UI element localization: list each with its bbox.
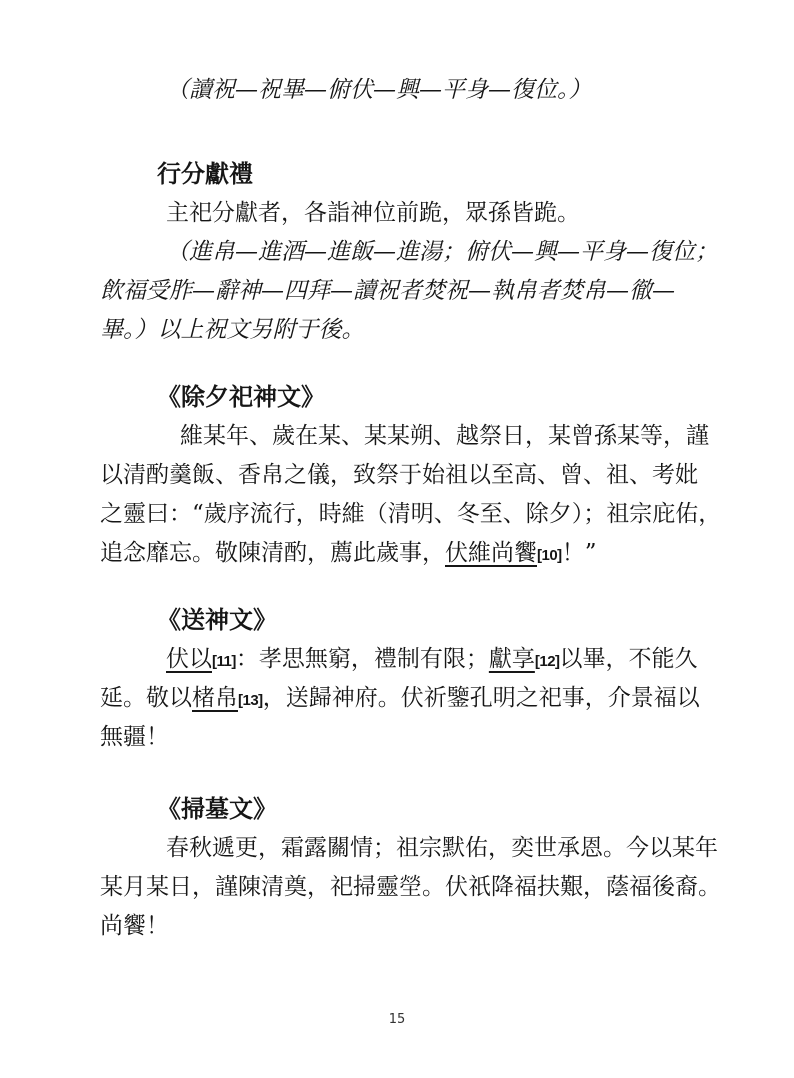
section	[100, 378, 722, 573]
text-segment: 延。敬以	[100, 685, 192, 711]
text-segment: 以畢，不能久	[559, 646, 698, 672]
page-number: 15	[388, 1012, 406, 1027]
underlined-term: 伏以	[166, 646, 212, 672]
text-line	[100, 233, 718, 272]
section	[100, 155, 718, 350]
text-line	[100, 495, 722, 534]
text-line	[100, 679, 700, 718]
text-segment: 畢。）以上祝文另附于後。	[100, 317, 365, 343]
text-segment: （讀祝—祝畢—俯伏—興—平身—復位。）	[166, 77, 592, 103]
text-segment: 主祀分獻者，各詣神位前跪，眾孫皆跪。	[166, 200, 580, 226]
text-segment: 尚饗！	[100, 913, 169, 939]
text-segment: 維某年、歲在某、某某朔、越祭日，某曾孫某等，謹	[180, 423, 709, 449]
text-segment: 飲福受胙—辭神—四拜—讀祝者焚祝—執帛者焚帛—徹—	[100, 278, 675, 304]
section	[100, 601, 700, 757]
text-segment: 無疆！	[100, 724, 169, 750]
footnote-marker: [13]	[238, 692, 263, 709]
text-line	[100, 417, 709, 456]
footnote-marker: [11]	[212, 653, 236, 670]
text-line	[100, 907, 690, 946]
text-segment: ：孝思無窮，禮制有限；	[235, 646, 489, 672]
section-heading: 《送神文》	[157, 606, 277, 634]
section	[100, 790, 721, 946]
text-line	[100, 456, 698, 495]
footnote-marker: [10]	[537, 547, 562, 564]
document-content	[100, 0, 722, 946]
text-segment: 某月某日，謹陳清奠，祀掃靈塋。伏祇降福扶艱，蔭福後裔。	[100, 874, 721, 900]
underlined-term: 獻享	[488, 646, 535, 672]
text-line	[100, 868, 721, 907]
text-line	[100, 311, 690, 350]
text-line	[100, 272, 690, 311]
underlined-term: 楮帛	[192, 685, 238, 711]
text-segment: 追念靡忘。敬陳清酌，薦此歲事，	[100, 540, 445, 566]
text-segment: ，送歸神府。伏祈鑒孔明之祀事，介景福以	[262, 685, 700, 711]
text-line	[100, 194, 690, 233]
underlined-term: 伏維尚饗	[445, 540, 537, 566]
text-segment: 春秋遞更，霜露關情；祖宗默佑，奕世承恩。今以某年	[166, 835, 718, 861]
text-line	[100, 71, 690, 110]
footnote-marker: [12]	[534, 653, 560, 670]
section-heading: 行分獻禮	[157, 160, 253, 188]
section-heading: 《掃墓文》	[157, 795, 277, 823]
text-segment: ！”	[561, 540, 597, 566]
section-heading: 《除夕祀神文》	[157, 383, 325, 411]
text-segment: 之靈曰：“歲序流行，時維（清明、冬至、除夕）；祖宗庇佑，	[100, 501, 722, 527]
section	[100, 71, 690, 110]
text-line	[100, 829, 718, 868]
text-line	[100, 718, 690, 757]
text-segment: （進帛—進酒—進飯—進湯；俯伏—興—平身—復位；	[166, 239, 718, 265]
text-segment: 以清酌羹飯、香帛之儀，致祭于始祖以至高、曾、祖、考妣	[100, 462, 698, 488]
text-line	[100, 640, 698, 679]
text-line	[100, 534, 690, 573]
